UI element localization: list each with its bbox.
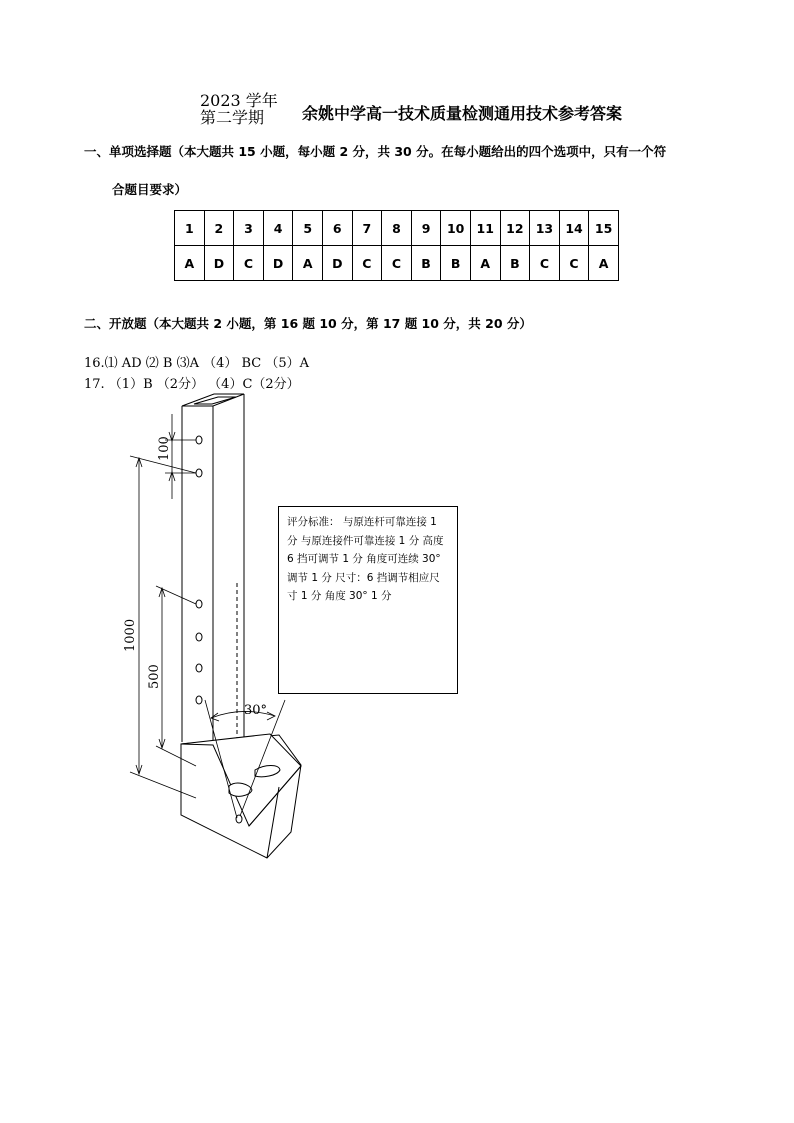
answer-cell: B xyxy=(441,246,471,281)
answer-cell: C xyxy=(530,246,560,281)
question-number: 10 xyxy=(441,211,471,246)
answer-cell: C xyxy=(382,246,412,281)
answer-cell: D xyxy=(263,246,293,281)
answer-cell: A xyxy=(293,246,323,281)
question-number: 5 xyxy=(293,211,323,246)
page-title: 余姚中学高一技术质量检测通用技术参考答案 xyxy=(302,104,623,123)
question-number: 7 xyxy=(352,211,382,246)
answer-cell: C xyxy=(559,246,589,281)
section1-heading: 一、单项选择题（本大题共 15 小题，每小题 2 分，共 30 分。在每小题给出的四个选项中，只有一个符 xyxy=(84,144,667,159)
question-number: 9 xyxy=(411,211,441,246)
answer-cell: B xyxy=(500,246,530,281)
question-number: 3 xyxy=(234,211,264,246)
dim-500-label: 500 xyxy=(147,664,162,689)
bracket-plates xyxy=(181,734,301,858)
answer-17: 17. （1）B （2分） （4）C（2分） xyxy=(84,377,300,392)
dim-100-label: 100 xyxy=(157,436,172,461)
answer-cell: B xyxy=(411,246,441,281)
answer-cell: D xyxy=(204,246,234,281)
answer-cell: A xyxy=(470,246,500,281)
answer-cell: A xyxy=(589,246,619,281)
question-number: 2 xyxy=(204,211,234,246)
question-number: 8 xyxy=(382,211,412,246)
school-term: 第二学期 xyxy=(200,108,265,127)
answer-16: 16.⑴ AD ⑵ B ⑶A （4） BC （5）A xyxy=(84,356,310,371)
question-number: 6 xyxy=(322,211,352,246)
dimension-lines xyxy=(130,414,196,798)
question-number: 12 xyxy=(500,211,530,246)
answer-cell: C xyxy=(352,246,382,281)
grading-criteria-box: 评分标准： 与原连杆可靠连接 1 分 与原连接件可靠连接 1 分 高度 6 挡可调节 1 分 角度可连续 30°调节 1 分 尺寸：6 挡调节相应尺寸 1 分 角度 30° 1 分 xyxy=(278,506,458,694)
answer-cell: C xyxy=(234,246,264,281)
answer-cell: A xyxy=(175,246,205,281)
question-number: 14 xyxy=(559,211,589,246)
section1-heading-cont: 合题目要求） xyxy=(112,182,188,197)
answer-cell: D xyxy=(322,246,352,281)
question-number: 1 xyxy=(175,211,205,246)
question-number: 11 xyxy=(470,211,500,246)
question-number: 13 xyxy=(530,211,560,246)
question-number: 15 xyxy=(589,211,619,246)
dim-1000-label: 1000 xyxy=(123,618,138,652)
school-year: 2023 学年 xyxy=(200,91,278,110)
question-number: 4 xyxy=(263,211,293,246)
angle-label: 30° xyxy=(244,703,268,718)
section2-heading: 二、开放题（本大题共 2 小题，第 16 题 10 分，第 17 题 10 分，共 20 分） xyxy=(84,316,532,331)
